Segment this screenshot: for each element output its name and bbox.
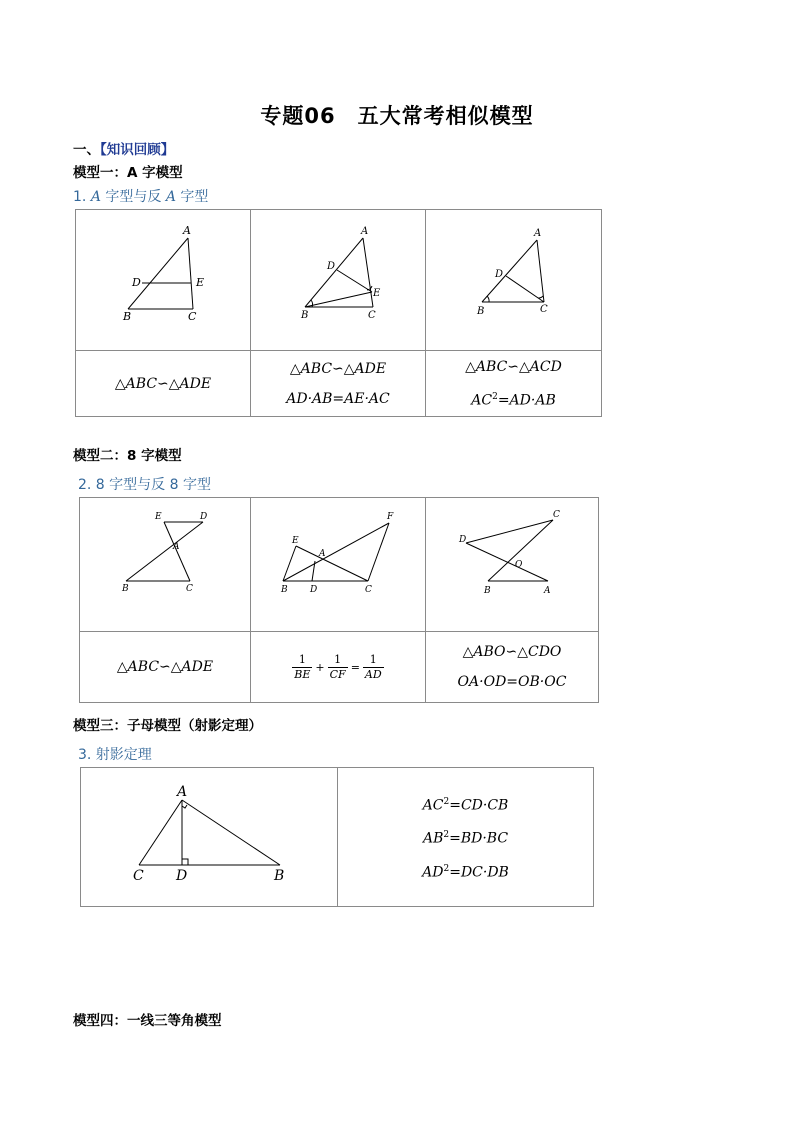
fraction-1-over-cf bbox=[328, 653, 348, 682]
projection-equation bbox=[338, 787, 593, 821]
eq-part: =AD·AB bbox=[497, 392, 556, 409]
label-e: E bbox=[155, 512, 162, 522]
label-d: D bbox=[176, 868, 188, 884]
equals-sign: = bbox=[350, 660, 360, 674]
similarity-text: △ABC∽△ACD bbox=[465, 358, 562, 375]
eq-part: AD bbox=[422, 864, 444, 881]
label-d: D bbox=[200, 512, 208, 522]
label-o: O bbox=[515, 560, 523, 570]
model3-equations-cell bbox=[338, 768, 594, 907]
model2-table bbox=[79, 497, 599, 703]
label-b: B bbox=[301, 310, 309, 321]
eq-part: =DC·DB bbox=[449, 864, 509, 881]
fraction-numerator: 1 bbox=[292, 653, 312, 668]
eq-part: =CD·CB bbox=[449, 797, 509, 814]
model3-heading: 模型三：子母模型（射影定理） bbox=[73, 718, 262, 734]
sub-italic-a: A bbox=[90, 189, 101, 205]
label-c: C bbox=[368, 310, 376, 321]
label-a: A bbox=[544, 586, 551, 596]
label-b: B bbox=[484, 586, 491, 596]
label-d: D bbox=[132, 276, 141, 289]
model1-fig1-cell bbox=[76, 210, 251, 351]
sub-italic-a: A bbox=[165, 189, 176, 205]
fraction-denominator: AD bbox=[364, 667, 382, 681]
projection-equation bbox=[338, 854, 593, 888]
model2-fig2-cell bbox=[251, 498, 426, 632]
eq-part: AC bbox=[471, 392, 493, 409]
eq-part: AB bbox=[422, 830, 444, 847]
fraction-denominator: CF bbox=[329, 667, 346, 681]
similarity-text: △ABC∽△ADE bbox=[114, 375, 212, 392]
label-d: D bbox=[495, 269, 504, 280]
fraction-1-over-be bbox=[292, 653, 312, 682]
model1-caption1 bbox=[76, 351, 251, 417]
eight-shape-figure bbox=[80, 498, 250, 627]
model1-caption3 bbox=[426, 351, 602, 417]
similarity-text: △ABO∽△CDO bbox=[462, 644, 562, 660]
model1-fig2-cell bbox=[251, 210, 426, 351]
label-a: A bbox=[183, 224, 191, 237]
model2-caption3 bbox=[426, 632, 599, 703]
model2-fig3-cell bbox=[426, 498, 599, 632]
similarity-text: △ABC∽△ADE bbox=[116, 659, 214, 675]
product-equation: AD·AB=AE·AC bbox=[286, 390, 390, 407]
model2-fig1-cell bbox=[80, 498, 251, 632]
label-d: D bbox=[459, 535, 467, 545]
label-b: B bbox=[122, 584, 129, 594]
label-b: B bbox=[274, 868, 285, 884]
label-e: E bbox=[196, 276, 205, 289]
eq-exponent: 2 bbox=[443, 863, 450, 874]
label-a: A bbox=[361, 226, 369, 237]
mother-child-figure bbox=[426, 210, 601, 346]
model1-table bbox=[75, 209, 602, 417]
label-b: B bbox=[281, 585, 288, 595]
projection-equation bbox=[338, 820, 593, 854]
model2-subheading: 2. 8 字型与反 8 字型 bbox=[78, 477, 211, 493]
reverse-a-shape-figure bbox=[251, 210, 425, 346]
model2-heading: 模型二：8 字模型 bbox=[73, 448, 182, 464]
label-b: B bbox=[477, 306, 485, 317]
eq-exponent: 2 bbox=[443, 796, 450, 807]
label-c: C bbox=[186, 584, 193, 594]
product-equation: OA·OD=OB·OC bbox=[457, 674, 567, 690]
eq-exponent: 2 bbox=[443, 830, 450, 841]
fraction-numerator: 1 bbox=[328, 653, 348, 668]
fraction-denominator: BE bbox=[294, 667, 311, 681]
plus-sign: + bbox=[315, 660, 325, 674]
fraction-1-over-ad bbox=[363, 653, 384, 682]
eq-exponent: 2 bbox=[492, 391, 498, 402]
label-e: E bbox=[292, 536, 299, 546]
eq-part: =BD·BC bbox=[449, 830, 509, 847]
sub-number: 1. bbox=[73, 189, 91, 205]
model1-fig3-cell bbox=[426, 210, 602, 351]
label-a: A bbox=[319, 549, 326, 559]
product-equation bbox=[426, 382, 601, 416]
label-b: B bbox=[123, 310, 132, 323]
sub-text: 字型 bbox=[175, 189, 209, 205]
label-f: F bbox=[387, 512, 394, 522]
model1-heading: 模型一：A 字模型 bbox=[73, 165, 183, 181]
eq-part: AC bbox=[422, 797, 444, 814]
label-c: C bbox=[365, 585, 372, 595]
page-title: 专题06 五大常考相似模型 bbox=[260, 104, 534, 128]
label-d: D bbox=[327, 261, 336, 272]
section-prefix: 一、 bbox=[73, 142, 100, 158]
label-a: A bbox=[534, 228, 542, 239]
label-d: D bbox=[310, 585, 318, 595]
model3-figure-cell bbox=[81, 768, 338, 907]
model2-caption1 bbox=[80, 632, 251, 703]
label-c: C bbox=[553, 510, 560, 520]
model3-subheading: 3. 射影定理 bbox=[78, 747, 152, 763]
label-a: A bbox=[173, 542, 180, 552]
model2-caption2 bbox=[251, 632, 426, 703]
label-c: C bbox=[540, 304, 548, 315]
similarity-text: △ABC∽△ADE bbox=[289, 360, 387, 377]
right-triangle-altitude-figure bbox=[81, 768, 337, 902]
reverse-eight-figure bbox=[426, 498, 598, 627]
a-shape-figure bbox=[76, 210, 250, 346]
parallel-segments-figure bbox=[251, 498, 425, 627]
fraction-numerator: 1 bbox=[363, 653, 384, 668]
label-e: E bbox=[373, 288, 381, 299]
label-a: A bbox=[177, 784, 188, 800]
model1-caption2 bbox=[251, 351, 426, 417]
sub-text: 字型与反 bbox=[100, 189, 166, 205]
model3-table bbox=[80, 767, 594, 907]
label-c: C bbox=[188, 310, 197, 323]
section-bracket-label: 【知识回顾】 bbox=[100, 142, 175, 158]
model1-subheading bbox=[73, 186, 208, 206]
section-heading bbox=[73, 138, 174, 158]
label-c: C bbox=[133, 868, 144, 884]
model4-heading: 模型四：一线三等角模型 bbox=[73, 1013, 222, 1029]
